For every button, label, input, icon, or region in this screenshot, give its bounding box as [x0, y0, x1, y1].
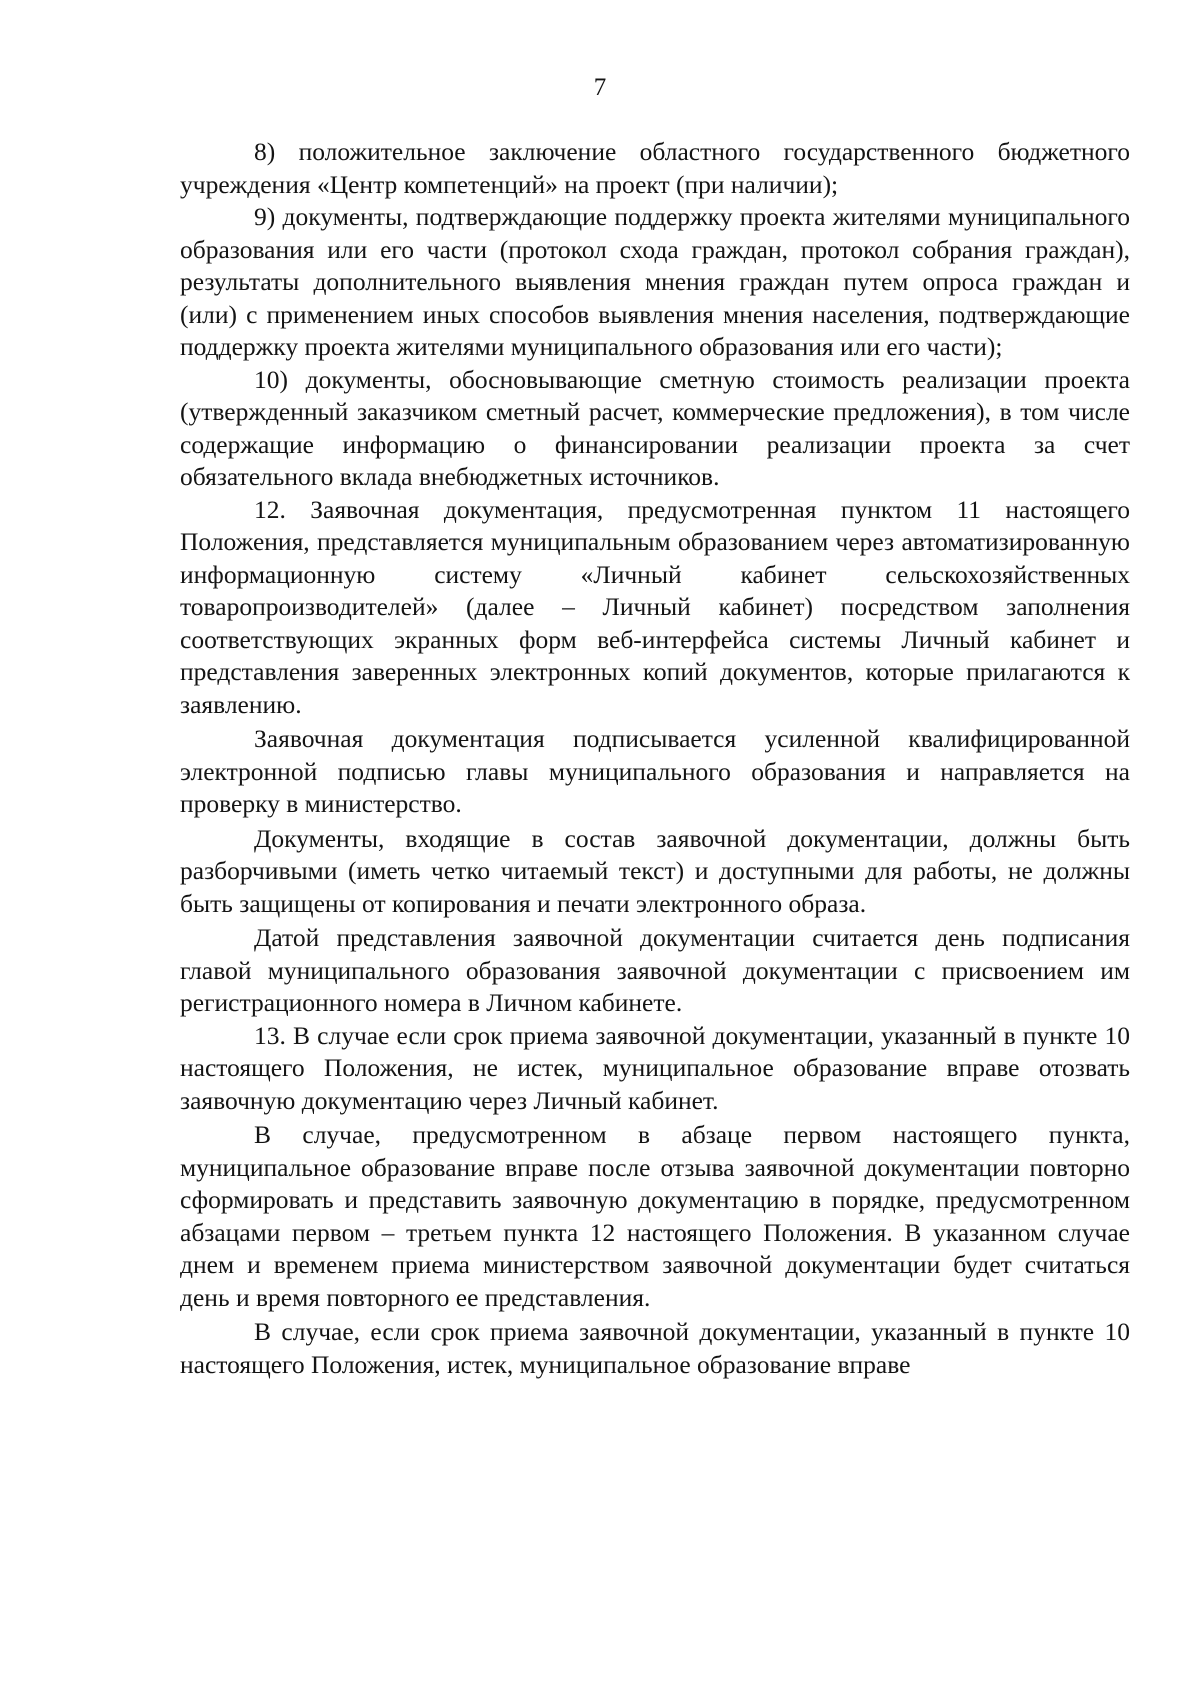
paragraph-resubmission: В случае, предусмотренном в абзаце первом настоящего пункта, муниципальное образование вправе после отзыва заявочной документации повторно сформировать и представить заявочную документацию в порядке, предусмотренном абзацами первом – третьем пункта 12 настоящего Положения. В указанном случае днем и временем приема министерством заявочной документации будет считаться день и время повторного ее представления.: [180, 1120, 1130, 1312]
paragraph-item-9: 9) документы, подтверждающие поддержку проекта жителями муниципального образования или его части (протокол схода граждан, протокол собрания граждан), результаты дополнительного выявления мнения граждан путем опроса граждан и (или) с применением иных способов выявления мнения населения, подтверждающие поддержку проекта жителями муниципального образования или его части);: [180, 202, 1130, 361]
paragraph-section-12: 12. Заявочная документация, предусмотренная пунктом 11 настоящего Положения, представляется муниципальным образованием через автоматизированную информационную систему «Личный кабинет сельскохозяйственных товаропроизводителей» (далее – Личный кабинет) посредством заполнения соответствующих экранных форм веб-интерфейса системы Личный кабинет и представления заверенных электронных копий документов, которые прилагаются к заявлению.: [180, 494, 1130, 719]
document-body: [180, 136, 1130, 1381]
paragraph-submission-date: Датой представления заявочной документации считается день подписания главой муниципального образования заявочной документации с присвоением им регистрационного номера в Личном кабинете.: [180, 923, 1130, 1017]
paragraph-documents-readability: Документы, входящие в состав заявочной документации, должны быть разборчивыми (иметь четко читаемый текст) и доступными для работы, не должны быть защищены от копирования и печати электронного образа.: [180, 823, 1130, 918]
paragraph-item-10: 10) документы, обосновывающие сметную стоимость реализации проекта (утвержденный заказчиком сметный расчет, коммерческие предложения), в том числе содержащие информацию о финансировании реализации проекта за счет обязательного вклада внебюджетных источников.: [180, 364, 1130, 491]
page-number: 7: [593, 74, 607, 101]
paragraph-item-8: 8) положительное заключение областного государственного бюджетного учреждения «Центр компетенций» на проект (при наличии);: [180, 137, 1130, 199]
paragraph-section-13: 13. В случае если срок приема заявочной документации, указанный в пункте 10 настоящего Положения, не истек, муниципальное образование вправе отозвать заявочную документацию через Личный кабинет.: [180, 1020, 1130, 1115]
paragraph-signature: Заявочная документация подписывается усиленной квалифицированной электронной подписью главы муниципального образования и направляется на проверку в министерство.: [180, 724, 1130, 818]
paragraph-deadline-expired: В случае, если срок приема заявочной документации, указанный в пункте 10 настоящего Положения, истек, муниципальное образование вправе: [180, 1317, 1130, 1379]
